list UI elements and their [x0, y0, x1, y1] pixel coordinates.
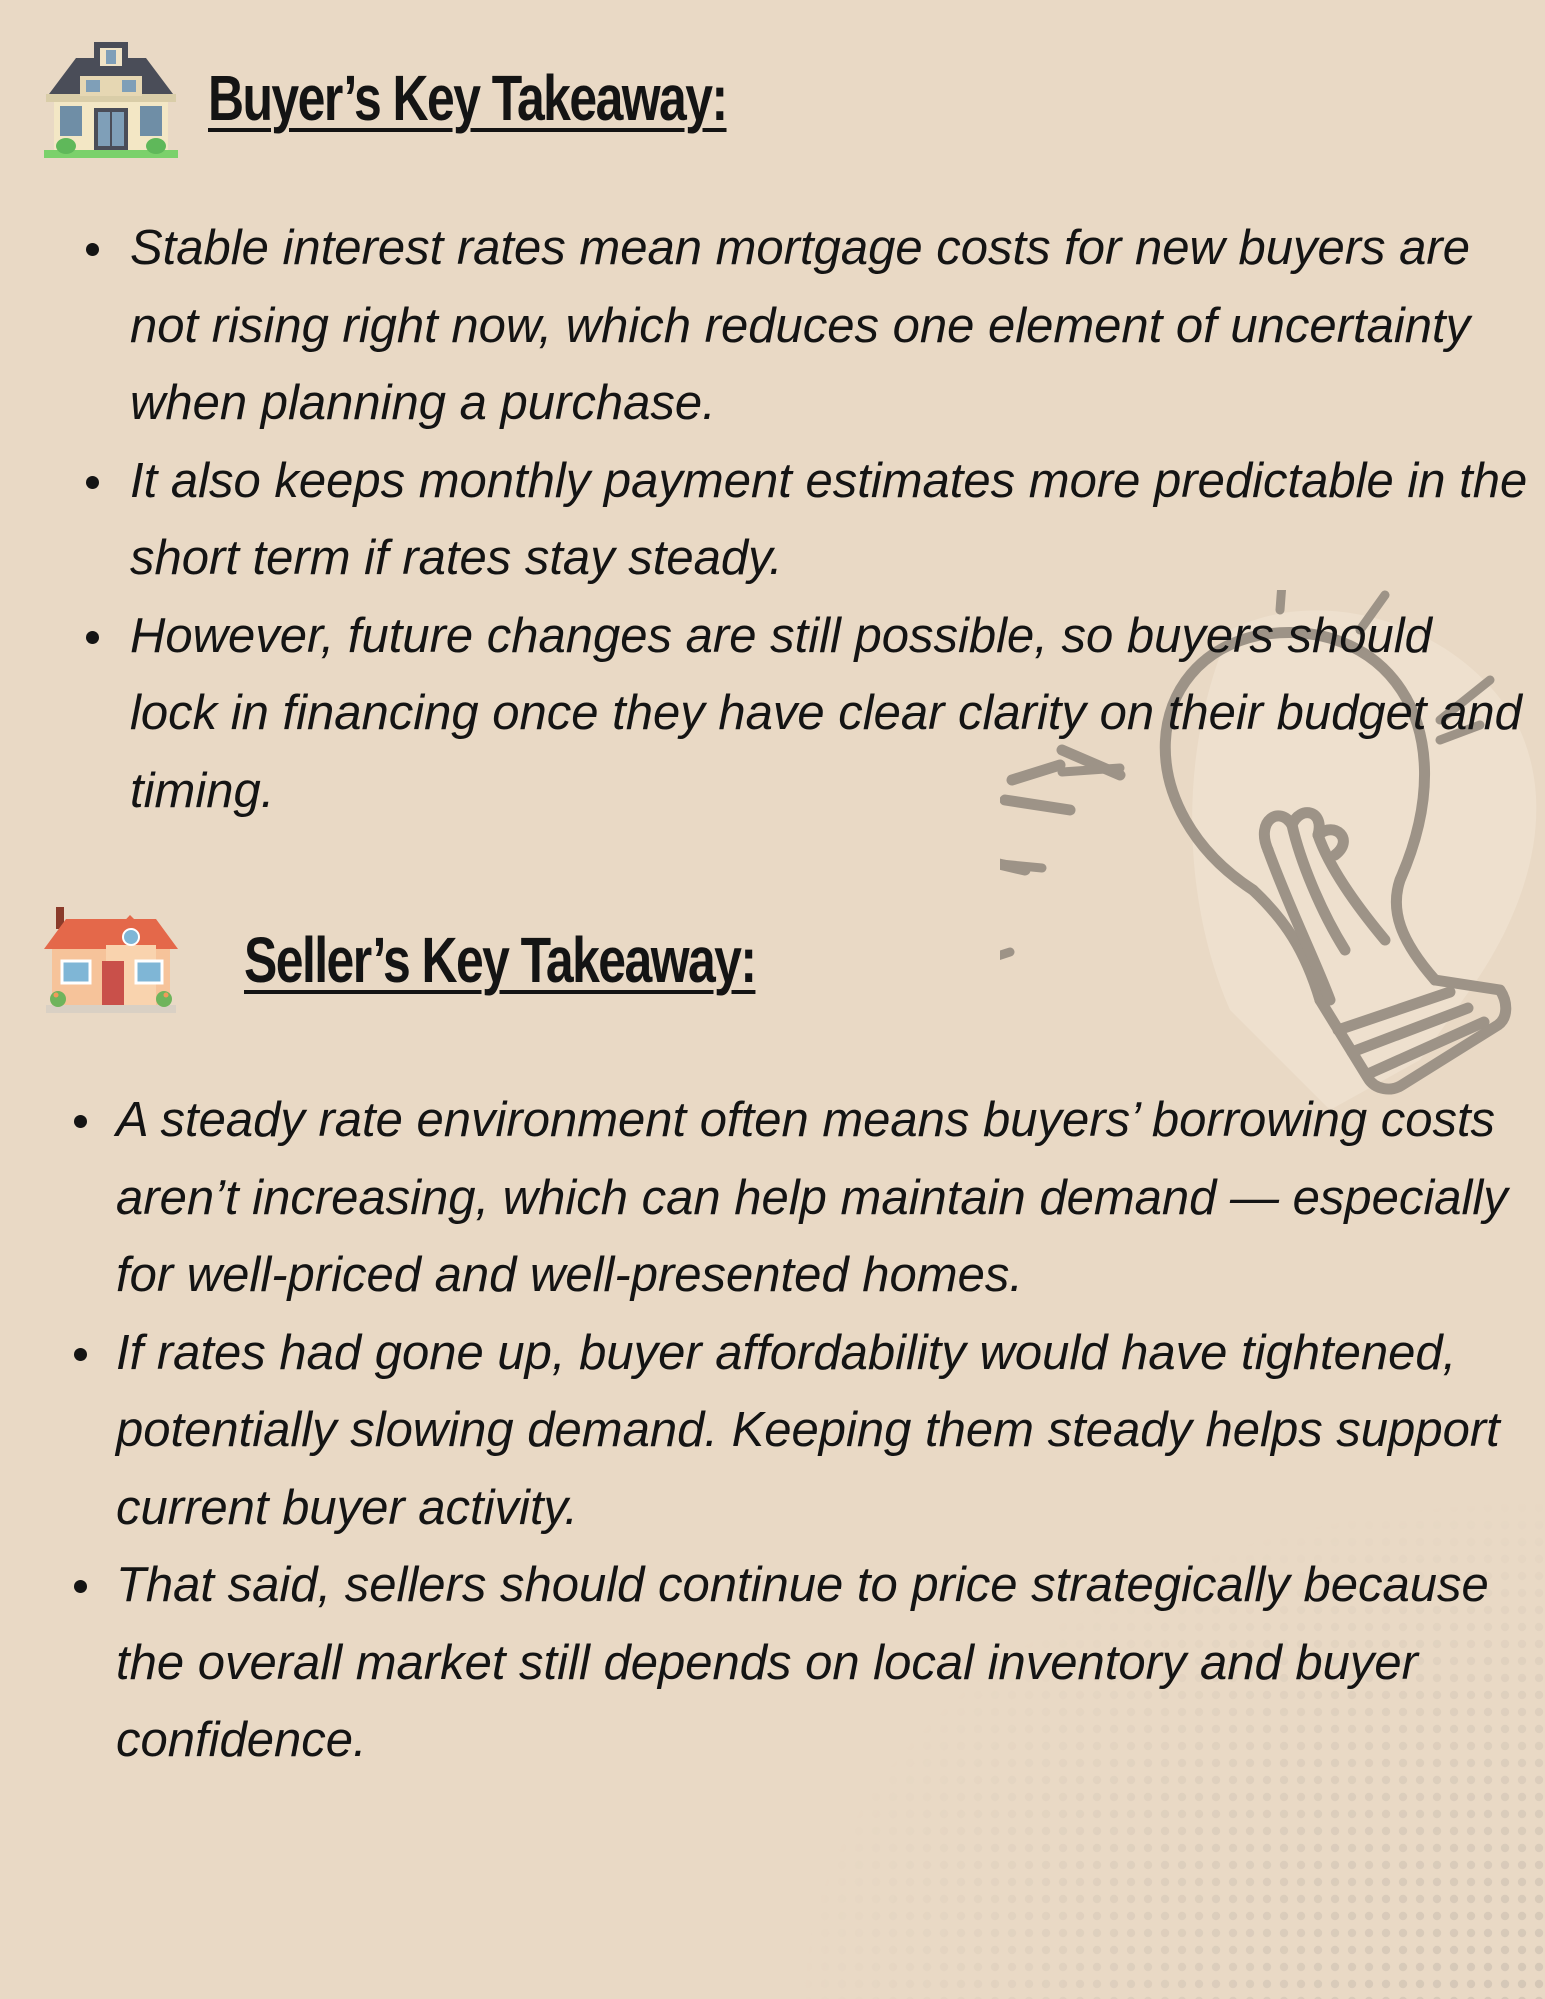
list-item: A steady rate environment often means buyers’ borrowing costs aren’t increasing, which can help maintain demand — especially for well-priced and well-presented homes. [116, 1082, 1526, 1315]
list-item: If rates had gone up, buyer affordability would have tightened, potentially slowing demand. Keeping them steady helps support current buyer activity. [116, 1315, 1526, 1548]
buyer-heading: Buyer’s Key Takeaway: [208, 62, 727, 134]
seller-bullet-list [116, 1082, 1526, 1780]
house-icon [42, 905, 180, 1015]
list-item: It also keeps monthly payment estimates more predictable in the short term if rates stay steady. [130, 443, 1530, 598]
list-item: However, future changes are still possible, so buyers should lock in financing once they have clear clarity on their budget and timing. [130, 598, 1530, 831]
buyer-bullet-list [130, 210, 1530, 830]
buyer-section-header [36, 38, 873, 158]
house-icon [36, 38, 186, 158]
seller-section-header [42, 905, 900, 1015]
list-item: Stable interest rates mean mortgage costs for new buyers are not rising right now, which reduces one element of uncertainty when planning a purchase. [130, 210, 1530, 443]
seller-heading: Seller’s Key Takeaway: [244, 924, 756, 996]
list-item: That said, sellers should continue to price strategically because the overall market still depends on local inventory and buyer confidence. [116, 1547, 1526, 1780]
